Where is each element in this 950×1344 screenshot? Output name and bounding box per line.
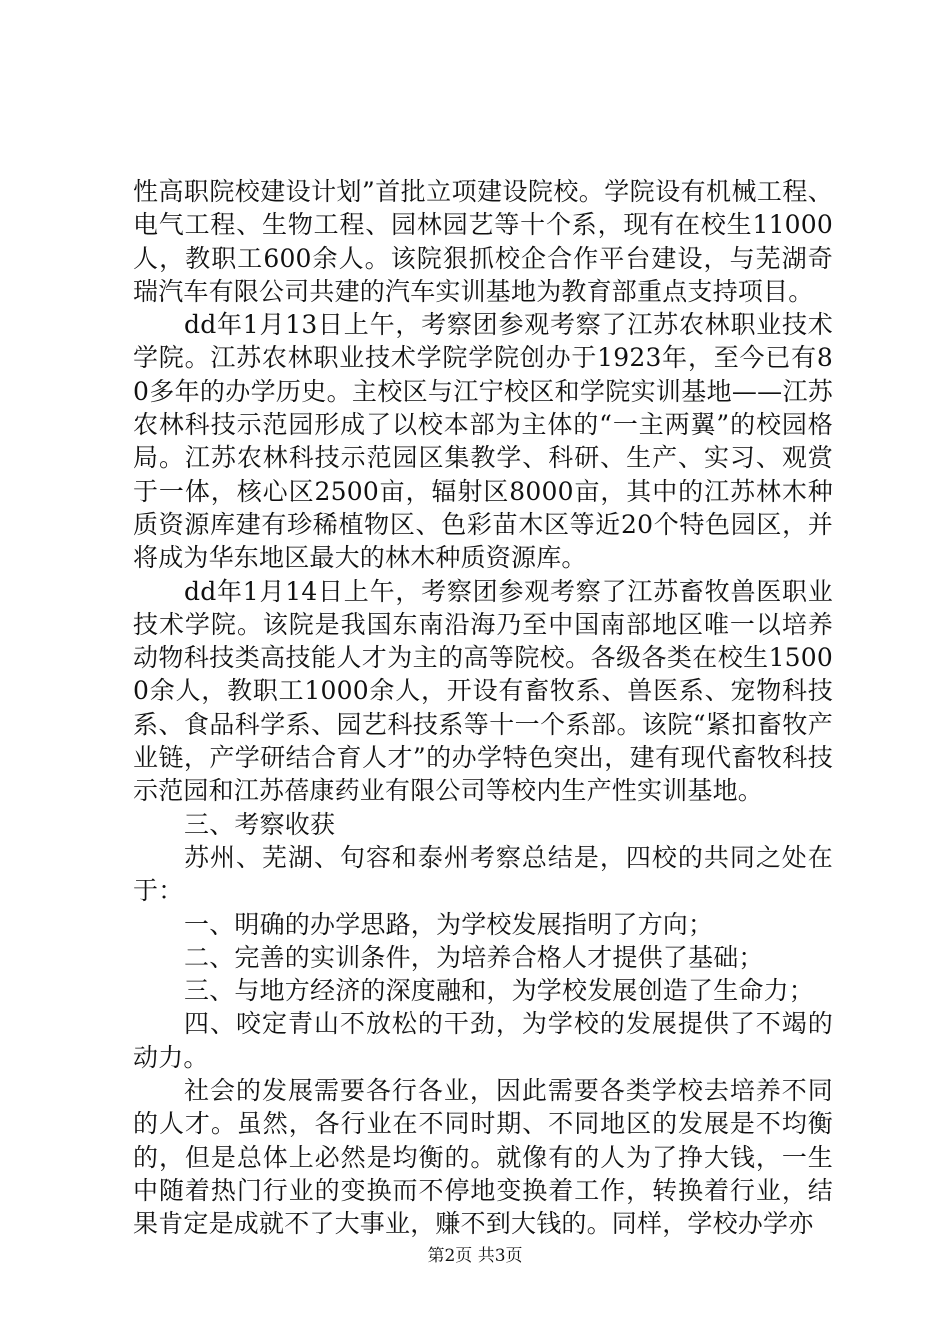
list-item-1: 一、明确的办学思路，为学校发展指明了方向； [184, 909, 714, 939]
paragraph-continuation: 性高职院校建设计划”首批立项建设院校。学院设有机械工程、电气工程、生物工程、园林园艺等十个系，现有在校生11000人，教职工600余人。该院狠抓校企合作平台建设，与芜湖奇瑞汽车有限公司共建的汽车实训基地为教育部重点支持项目。 [133, 177, 833, 306]
document-body [133, 175, 833, 1241]
page-footer: 第2页 共3页 [427, 1246, 523, 1266]
paragraph-society-development: 社会的发展需要各行各业，因此需要各类学校去培养不同的人才。虽然，各行业在不同时期、不同地区的发展是不均衡的，但是总体上必然是均衡的。就像有的人为了挣大钱，一生中随着热门行业的变换而不停地变换着工作，转换着行业，结果肯定是成就不了大事业，赚不到大钱的。同样，学校办学亦 [133, 1076, 833, 1239]
list-item-4: 四、咬定青山不放松的干劲，为学校的发展提供了不竭的动力。 [133, 1009, 833, 1072]
paragraph-jiangsu-animal-husbandry: dd年1月14日上午，考察团参观考察了江苏畜牧兽医职业技术学院。该院是我国东南沿海乃至中国南部地区唯一以培养动物科技类高技能人才为主的高等院校。各级各类在校生15000余人，教职工1000余人，开设有畜牧系、兽医系、宠物科技系、食品科学系、园艺科技系等十一个系部。该院“紧扣畜牧产业链，产学研结合育人才”的办学特色突出，建有现代畜牧科技示范园和江苏蓓康药业有限公司等校内生产性实训基地。 [133, 576, 833, 806]
list-item-3: 三、与地方经济的深度融和，为学校发展创造了生命力； [184, 976, 815, 1006]
section-heading-harvest: 三、考察收获 [184, 809, 336, 839]
list-item-2: 二、完善的实训条件，为培养合格人才提供了基础； [184, 942, 764, 972]
paragraph-summary-intro: 苏州、芜湖、句容和泰州考察总结是，四校的共同之处在于： [133, 842, 833, 906]
paragraph-jiangsu-agriculture-forestry: dd年1月13日上午，考察团参观考察了江苏农林职业技术学院。江苏农林职业技术学院学院创办于1923年，至今已有80多年的办学历史。主校区与江宁校区和学院实训基地——江苏农林科技示范园形成了以校本部为主体的“一主两翼”的校园格局。江苏农林科技示范园区集教学、科研、生产、实习、观赏于一体，核心区2500亩，辐射区8000亩，其中的江苏林木种质资源库建有珍稀植物区、色彩苗木区等近20个特色园区，并将成为华东地区最大的林木种质资源库。 [133, 310, 833, 573]
